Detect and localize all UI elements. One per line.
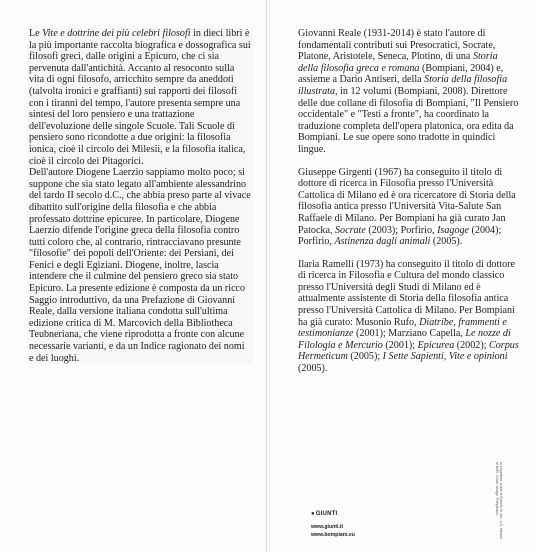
book-description (27, 28, 253, 364)
bio-girgenti: Giuseppe Girgenti (1967) ha conseguito il titolo di dottore di ricerca in Filosofia presso l'Università Cattolica di Milano ed è ora ricercatore di Storia della filosofia antica presso l'Università Vita-Salute San Raffaele di Milano. Per Bompiani ha già curato Jan Patocka, Socrate (2003); Porfirio, Isagoge (2004); Porfirio, Astinenza dagli animali (2005). (298, 166, 516, 248)
bio-reale: Giovanni Reale (1931-2014) è stato l'autore di fondamentali contributi sui Presocratici, Socrate, Platone, Aristotele, Seneca, Plotino, di una Storia della filosofia greca e romana (Bompiani, 2004) e, assieme a Dario Antiseri, della Storia della filosofia illustrata, in 12 volumi (Bompiani, 2008). Direttore delle due collane di filosofia di Bompiani, "Il Pensiero occidentale" e "Testi a fronte", ha coordinato la traduzione completa dell'opera platonica, ora edita da Bompiani. Le sue opere sono tradotte in quindici lingue. (298, 28, 519, 155)
description-paragraph-1: Le Vite e dottrine dei più celebri filosofi in dieci libri è la più importante raccolta biografica e dossografica sui filosofi greci, dalle origini a Epicuro, che ci sia pervenuta dall'antichità. Accanto al resoconto sulla vita di ogni filosofo, arricchito sempre da aneddoti (talvolta ironici e graffianti) sui rapporti dei filosofi con i tiranni del tempo, l'autore presenta sempre una sintesi del loro pensiero e una trattazione dell'evoluzione delle singole Scuole. Tali Scuole di pensiero sono ricondotte a due origini: la filosofia ionica, cioè il circolo dei Milesii, e la filosofia italica, cioè il circolo dei Pitagorici. (29, 28, 251, 167)
url-bompiani: www.bompiani.eu (311, 532, 355, 538)
back-flap-left (0, 0, 267, 552)
cover-credit-vertical: In copertina: busto di filosofo IV sec. a.C. Museo di Delfi. Cover design: Polystudio. (494, 462, 503, 540)
url-giunti: www.giunti.it (311, 524, 344, 530)
publisher-urls (311, 523, 355, 539)
description-paragraph-2: Dell'autore Diogene Laerzio sappiamo molto poco; si suppone che sia stato legato all'ambiente alessandrino del tardo II secolo d.C., che abbia preso parte al vivace dibattito sull'origine della filosofia e che abbia professato dottrine epicuree. In particolare, Diogene Laerzio difende l'origine greca della filosofia contro tutti coloro che, al contrario, rintracciavano presunte "filosofie" dei popoli dell'Oriente: dei Persiani, dei Fenici e degli Egiziani. Diogene, inoltre, lascia intendere che il culmine del pensiero greco sia stato Epicuro. La presente edizione è composta da un ricco Saggio introduttivo, da una Prefazione di Giovanni Reale, dalla versione italiana condotta sull'ultima edizione critica di M. Marcovich della Bibliotheca Teubneriana, che viene riprodotta a fronte con alcune necessarie varianti, e da un Indice ragionato dei nomi e dei luoghi. (29, 167, 251, 364)
bio-ramelli: Ilaria Ramelli (1973) ha conseguito il titolo di dottore di ricerca in Filosofia e Cultura del mondo classico presso l'Università degli Studi di Milano ed è attualmente assistente di Storia della filosofia antica presso l'Università Cattolica di Milano. Per Bompiani ha già curato: Musonio Rufo, Diatribe, frammenti e testimonianze (2001); Marziano Capella, Le nozze di Filologia e Mercurio (2001); Epicurea (2002); Corpus Hermeticum (2005); I Sette Sapienti, Vite e opinioni (2005). (298, 258, 519, 375)
author-bios (298, 28, 520, 386)
book-title-italic: Vite e dottrine dei più celebri filosofi (42, 28, 191, 39)
publisher-logo: ● GIUNTI (311, 511, 338, 517)
giunti-logo-icon: ● (311, 511, 315, 517)
